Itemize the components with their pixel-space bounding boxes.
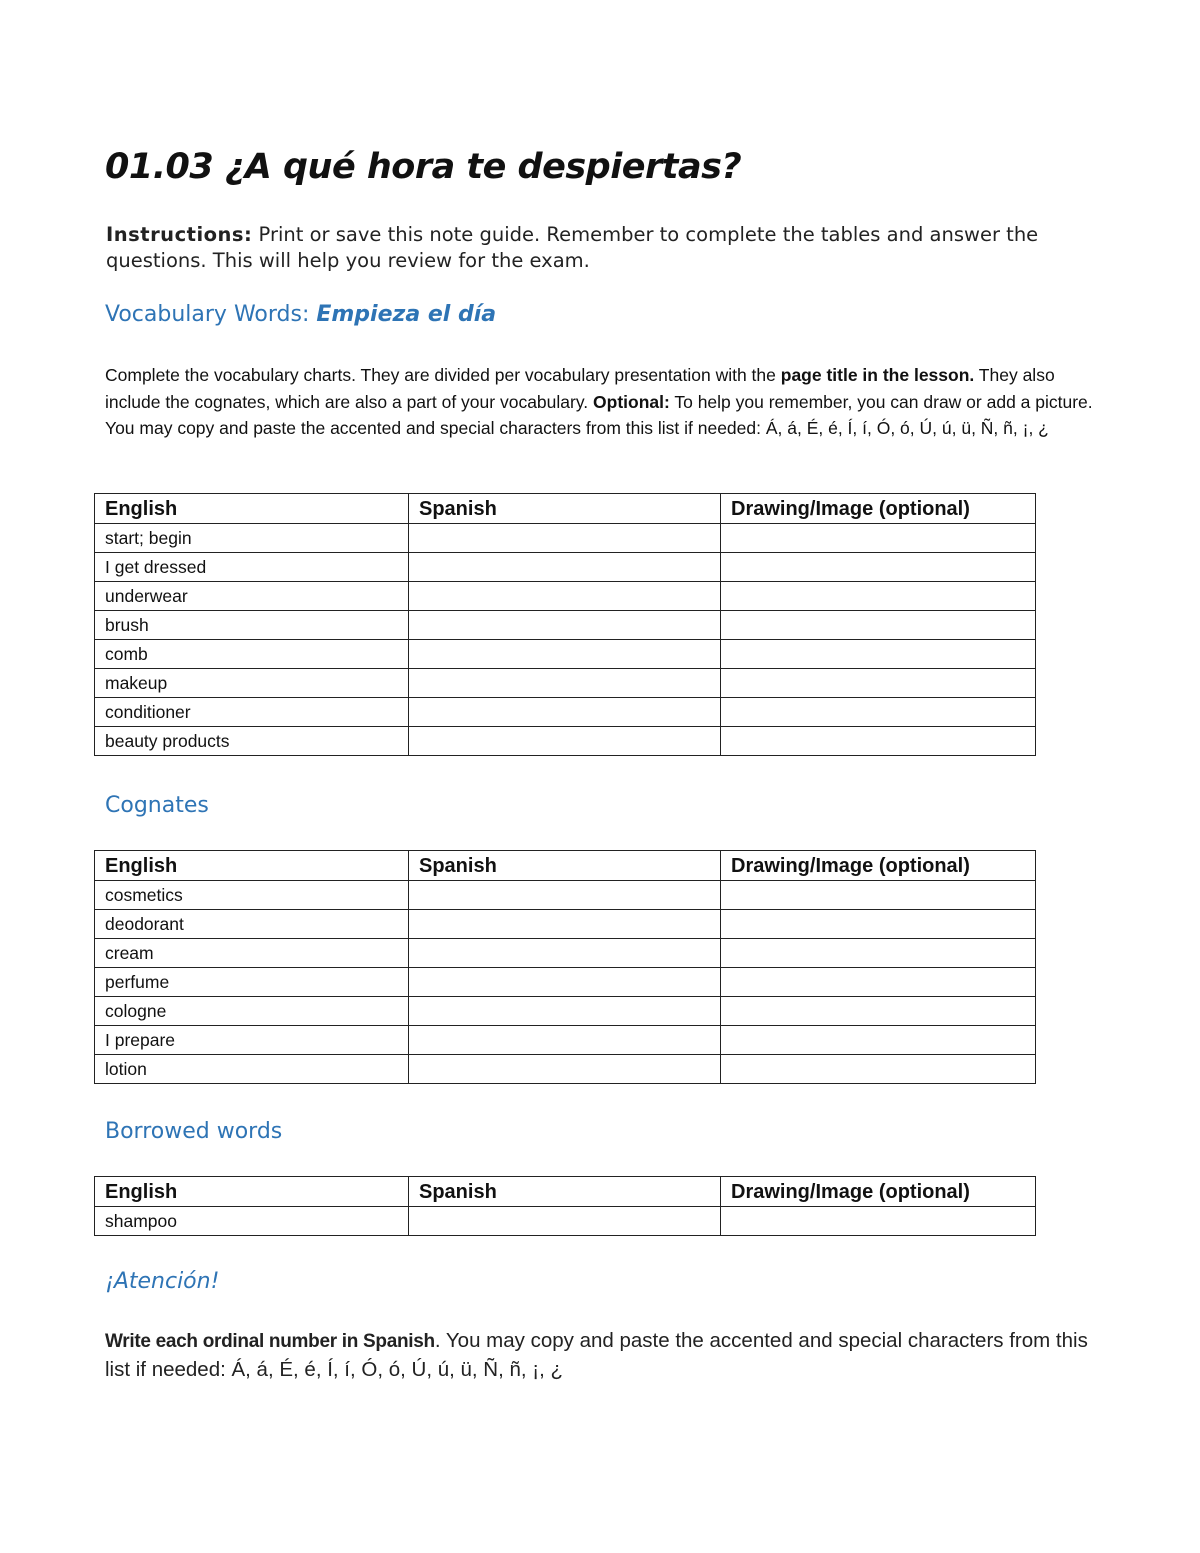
table-row xyxy=(95,1026,1036,1055)
spanish-cell[interactable] xyxy=(409,1026,721,1055)
spanish-cell[interactable] xyxy=(409,727,721,756)
intro-text-3: To help you remember, you can draw or add a picture. You may copy and paste the accented and special characters from this list if needed: Á, á, É, é, Í, í, Ó, ó, Ú, ú, ü, Ñ, ñ, ¡, ¿ xyxy=(105,391,1093,438)
header-spanish: Spanish xyxy=(409,851,721,881)
vocabulary-heading-emphasis: Empieza el día xyxy=(316,302,497,327)
english-cell: I prepare xyxy=(95,1026,409,1055)
header-english: English xyxy=(95,494,409,524)
header-english: English xyxy=(95,1177,409,1207)
english-cell: conditioner xyxy=(95,698,409,727)
english-cell: comb xyxy=(95,640,409,669)
drawing-cell[interactable] xyxy=(721,939,1036,968)
intro-bold-1: page title in the lesson. xyxy=(780,365,975,385)
header-spanish: Spanish xyxy=(409,1177,721,1207)
table-header-row xyxy=(95,1177,1036,1207)
header-drawing: Drawing/Image (optional) xyxy=(721,1177,1036,1207)
english-cell: cream xyxy=(95,939,409,968)
atencion-instructions xyxy=(105,1327,1105,1384)
drawing-cell[interactable] xyxy=(721,968,1036,997)
table-row xyxy=(95,997,1036,1026)
english-cell: cologne xyxy=(95,997,409,1026)
intro-bold-2: Optional: xyxy=(593,391,670,412)
english-cell: underwear xyxy=(95,582,409,611)
english-cell: start; begin xyxy=(95,524,409,553)
table-row xyxy=(95,669,1036,698)
drawing-cell[interactable] xyxy=(721,582,1036,611)
intro-text-1: Complete the vocabulary charts. They are divided per vocabulary presentation with the xyxy=(105,365,781,385)
english-cell: cosmetics xyxy=(95,881,409,910)
table-row xyxy=(95,524,1036,553)
vocabulary-heading-prefix: Vocabulary Words: xyxy=(105,302,317,327)
spanish-cell[interactable] xyxy=(409,553,721,582)
drawing-cell[interactable] xyxy=(721,553,1036,582)
vocabulary-table xyxy=(94,493,1036,756)
cognates-heading: Cognates xyxy=(105,793,209,818)
table-row xyxy=(95,611,1036,640)
english-cell: perfume xyxy=(95,968,409,997)
drawing-cell[interactable] xyxy=(721,611,1036,640)
drawing-cell[interactable] xyxy=(721,997,1036,1026)
english-cell: beauty products xyxy=(95,727,409,756)
spanish-cell[interactable] xyxy=(409,881,721,910)
english-cell: brush xyxy=(95,611,409,640)
drawing-cell[interactable] xyxy=(721,698,1036,727)
drawing-cell[interactable] xyxy=(721,1055,1036,1084)
header-english: English xyxy=(95,851,409,881)
table-row xyxy=(95,1207,1036,1236)
cognates-table xyxy=(94,850,1036,1084)
header-spanish: Spanish xyxy=(409,494,721,524)
drawing-cell[interactable] xyxy=(721,881,1036,910)
table-row xyxy=(95,698,1036,727)
table-row xyxy=(95,968,1036,997)
spanish-cell[interactable] xyxy=(409,524,721,553)
vocabulary-instructions xyxy=(105,362,1095,442)
table-row xyxy=(95,881,1036,910)
header-drawing: Drawing/Image (optional) xyxy=(721,494,1036,524)
drawing-cell[interactable] xyxy=(721,727,1036,756)
borrowed-words-table xyxy=(94,1176,1036,1236)
table-row xyxy=(95,1055,1036,1084)
drawing-cell[interactable] xyxy=(721,669,1036,698)
table-row xyxy=(95,553,1036,582)
english-cell: deodorant xyxy=(95,910,409,939)
spanish-cell[interactable] xyxy=(409,640,721,669)
spanish-cell[interactable] xyxy=(409,582,721,611)
page-title: 01.03 ¿A qué hora te despiertas? xyxy=(105,147,742,187)
header-drawing: Drawing/Image (optional) xyxy=(721,851,1036,881)
table-row xyxy=(95,910,1036,939)
spanish-cell[interactable] xyxy=(409,939,721,968)
table-header-row xyxy=(95,851,1036,881)
drawing-cell[interactable] xyxy=(721,524,1036,553)
drawing-cell[interactable] xyxy=(721,910,1036,939)
spanish-cell[interactable] xyxy=(409,669,721,698)
english-cell: makeup xyxy=(95,669,409,698)
table-header-row xyxy=(95,494,1036,524)
english-cell: shampoo xyxy=(95,1207,409,1236)
atencion-text: . You may copy and paste the accented and special characters from this list if needed: Á, á, É, é, Í, í, Ó, ó, Ú, ú, ü, Ñ, ñ, ¡, ¿ xyxy=(105,1329,1088,1381)
drawing-cell[interactable] xyxy=(721,640,1036,669)
spanish-cell[interactable] xyxy=(409,1055,721,1084)
table-row xyxy=(95,640,1036,669)
spanish-cell[interactable] xyxy=(409,910,721,939)
spanish-cell[interactable] xyxy=(409,1207,721,1236)
vocabulary-heading xyxy=(105,302,496,328)
drawing-cell[interactable] xyxy=(721,1207,1036,1236)
spanish-cell[interactable] xyxy=(409,968,721,997)
instructions xyxy=(106,222,1106,274)
atencion-bold-text: Write each ordinal number in Spanish xyxy=(105,1331,435,1352)
spanish-cell[interactable] xyxy=(409,611,721,640)
table-row xyxy=(95,727,1036,756)
instructions-text: Print or save this note guide. Remember to complete the tables and answer the questions. This will help you review for the exam. xyxy=(106,223,1039,272)
atencion-heading: ¡Atención! xyxy=(105,1269,220,1294)
english-cell: lotion xyxy=(95,1055,409,1084)
instructions-label: Instructions: xyxy=(106,223,253,246)
borrowed-words-heading: Borrowed words xyxy=(105,1119,283,1144)
drawing-cell[interactable] xyxy=(721,1026,1036,1055)
table-row xyxy=(95,939,1036,968)
english-cell: I get dressed xyxy=(95,553,409,582)
spanish-cell[interactable] xyxy=(409,997,721,1026)
table-row xyxy=(95,582,1036,611)
intro-text-2: They also include the cognates, which are also a part of your vocabulary. xyxy=(105,365,1055,412)
spanish-cell[interactable] xyxy=(409,698,721,727)
